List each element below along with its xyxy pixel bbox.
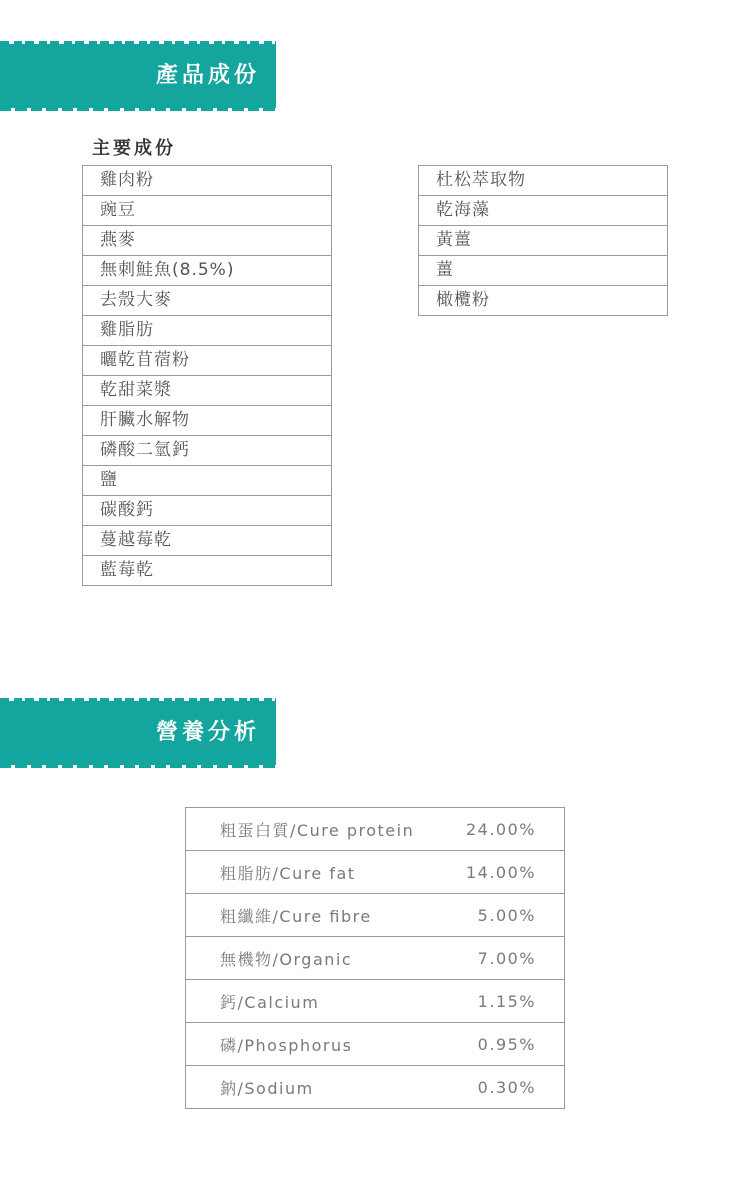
ingredient-item: 雞肉粉 [83, 166, 332, 196]
main-ingredients-heading: 主要成份 [92, 138, 176, 159]
nutrient-name: 磷/Phosphorus [186, 1023, 450, 1066]
ingredient-item: 雞脂肪 [83, 316, 332, 346]
nutrition-banner [0, 701, 276, 765]
nutrient-value: 0.95% [450, 1023, 565, 1066]
ingredients-section-title: 產品成份 [155, 63, 260, 88]
ingredient-row [419, 256, 668, 286]
ingredient-row [83, 556, 332, 586]
nutrient-value: 0.30% [450, 1066, 565, 1109]
ingredient-row [83, 316, 332, 346]
ingredients-banner [0, 44, 276, 108]
ingredient-row [83, 466, 332, 496]
ingredient-row [83, 286, 332, 316]
ingredient-item: 杜松萃取物 [419, 166, 668, 196]
ingredient-item: 磷酸二氫鈣 [83, 436, 332, 466]
ingredient-row [83, 166, 332, 196]
ingredient-item: 碳酸鈣 [83, 496, 332, 526]
ingredient-item: 乾海藻 [419, 196, 668, 226]
nutrient-name: 粗蛋白質/Cure protein [186, 808, 450, 851]
nutrition-table [185, 807, 565, 1109]
nutrition-row [186, 1023, 565, 1066]
ingredient-item: 黃薑 [419, 226, 668, 256]
nutrient-value: 24.00% [450, 808, 565, 851]
ingredient-row [83, 256, 332, 286]
ingredients-list-left [82, 165, 332, 586]
ingredient-item: 蔓越莓乾 [83, 526, 332, 556]
ingredient-row [83, 406, 332, 436]
nutrient-name: 無機物/Organic [186, 937, 450, 980]
ingredient-row [83, 226, 332, 256]
ingredient-item: 豌豆 [83, 196, 332, 226]
ingredient-row [83, 196, 332, 226]
ingredient-row [419, 166, 668, 196]
nutrient-name: 鈣/Calcium [186, 980, 450, 1023]
nutrient-name: 鈉/Sodium [186, 1066, 450, 1109]
nutrient-value: 7.00% [450, 937, 565, 980]
nutrient-name: 粗纖維/Cure ﬁbre [186, 894, 450, 937]
ingredient-row [419, 226, 668, 256]
ingredient-item: 橄欖粉 [419, 286, 668, 316]
nutrition-row [186, 980, 565, 1023]
ingredient-item: 鹽 [83, 466, 332, 496]
nutrition-row [186, 1066, 565, 1109]
ingredient-row [419, 196, 668, 226]
nutrition-section-title: 營養分析 [155, 720, 260, 745]
nutrient-value: 14.00% [450, 851, 565, 894]
ingredient-item: 薑 [419, 256, 668, 286]
nutrition-row [186, 851, 565, 894]
nutrition-row [186, 894, 565, 937]
nutrition-row [186, 808, 565, 851]
nutrition-row [186, 937, 565, 980]
ingredient-row [83, 376, 332, 406]
ingredient-item: 乾甜菜漿 [83, 376, 332, 406]
ingredient-row [83, 436, 332, 466]
ingredient-row [419, 286, 668, 316]
ingredient-row [83, 526, 332, 556]
ingredient-item: 藍莓乾 [83, 556, 332, 586]
ingredients-list-right [418, 165, 668, 316]
ingredient-item: 肝臟水解物 [83, 406, 332, 436]
ingredient-item: 去殼大麥 [83, 286, 332, 316]
ingredient-item: 曬乾苜蓿粉 [83, 346, 332, 376]
nutrient-value: 5.00% [450, 894, 565, 937]
nutrient-name: 粗脂肪/Cure fat [186, 851, 450, 894]
ingredient-item: 燕麥 [83, 226, 332, 256]
nutrient-value: 1.15% [450, 980, 565, 1023]
ingredient-item: 無刺鮭魚(8.5%) [83, 256, 332, 286]
ingredient-row [83, 496, 332, 526]
ingredient-row [83, 346, 332, 376]
